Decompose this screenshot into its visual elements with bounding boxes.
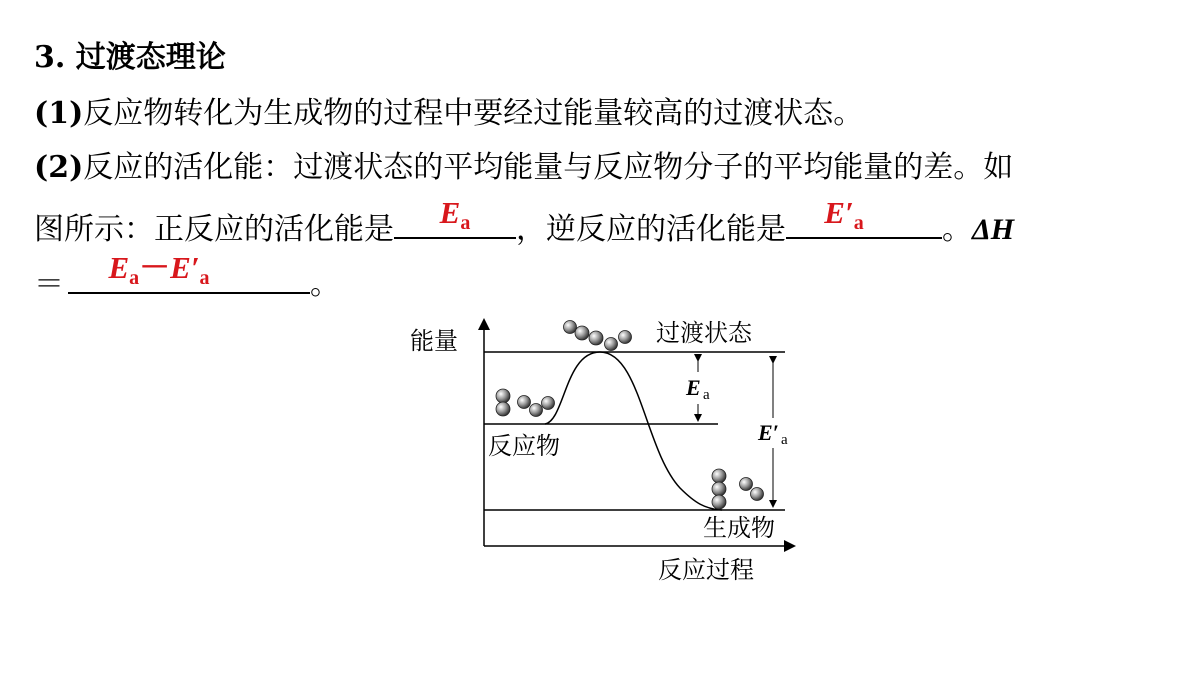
equals-sign: ＝	[34, 267, 64, 302]
heading-number: 3.	[34, 40, 66, 75]
x-axis-label: 反应过程	[658, 556, 754, 584]
ea-label: E	[686, 375, 701, 400]
heading-title: 过渡态理论	[75, 40, 226, 75]
reactant-molecules-icon	[496, 389, 555, 417]
ea-reverse-label-sub: a	[781, 432, 788, 448]
transition-molecules-icon	[564, 321, 632, 351]
para2-end: 。	[310, 267, 340, 302]
para2-text-c: ，逆反应的活化能是	[516, 212, 786, 247]
product-label: 生成物	[703, 514, 775, 542]
para2-text-d: 。	[942, 212, 972, 247]
para2-text-a: 反应的活化能：过渡状态的平均能量与反应物分子的平均能量的差。如	[83, 150, 1014, 185]
para1-number: (1)	[34, 96, 84, 131]
ea-reverse-label: E′	[758, 420, 779, 445]
reactant-label: 反应物	[488, 432, 560, 460]
answer-delta-h: $E_a-E'_a$	[108, 250, 210, 289]
transition-state-label: 过渡状态	[656, 319, 752, 347]
para1-text: 反应物转化为生成物的过程中要经过能量较高的过渡状态。	[83, 96, 864, 131]
para2-number: (2)	[34, 150, 84, 185]
y-axis-label: 能量	[410, 327, 458, 355]
answer-reverse-ea: $E'_a$	[824, 195, 864, 234]
answer-forward-ea: $E_a$	[439, 195, 471, 234]
para2-text-b: 图所示：正反应的活化能是	[34, 212, 394, 247]
ea-label-sub: a	[703, 387, 710, 403]
delta-h: ΔH	[972, 213, 1015, 246]
product-molecules-icon	[712, 469, 764, 509]
